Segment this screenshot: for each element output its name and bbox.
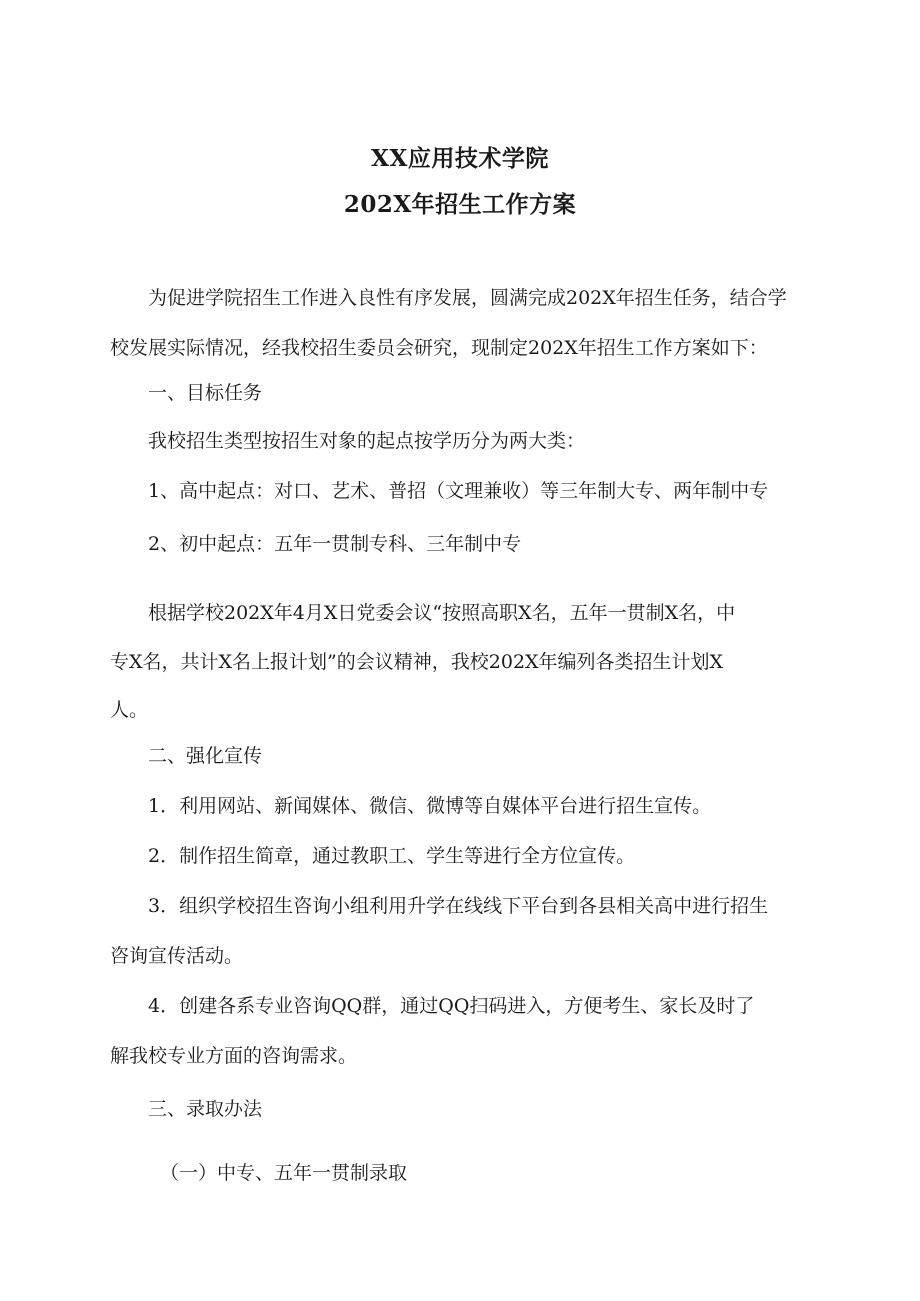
document-title-school: XX应用技术学院 <box>371 145 549 172</box>
intro-line-1: 为促进学院招生工作进入良性有序发展，圆满完成202X年招生任务，结合学 <box>148 287 787 309</box>
section-2-heading: 二、强化宣传 <box>148 745 263 767</box>
section-1-item-1: 1、高中起点：对口、艺术、普招（文理兼收）等三年制大专、两年制中专 <box>148 480 769 502</box>
plan-line-2: 专X名，共计X名上报计划”的会议精神，我校202X年编列各类招生计划X <box>110 651 724 673</box>
section-2-item-2: 2．制作招生简章，通过教职工、学生等进行全方位宣传。 <box>148 845 636 867</box>
intro-line-2: 校发展实际情况，经我校招生委员会研究，现制定202X年招生工作方案如下： <box>110 337 768 359</box>
section-1-text: 我校招生类型按招生对象的起点按学历分为两大类： <box>148 430 586 452</box>
section-2-item-1: 1．利用网站、新闻媒体、微信、微博等自媒体平台进行招生宣传。 <box>148 795 712 817</box>
section-1-item-2: 2、初中起点：五年一贯制专科、三年制中专 <box>148 533 522 555</box>
section-2-item-3-line-2: 咨询宣传活动。 <box>110 945 244 967</box>
section-2-item-4-line-1: 4．创建各系专业咨询QQ群，通过QQ扫码进入，方便考生、家长及时了 <box>148 995 755 1017</box>
section-2-item-3-line-1: 3．组织学校招生咨询小组利用升学在线线下平台到各县相关高中进行招生 <box>148 895 769 917</box>
plan-line-1: 根据学校202X年4月X日党委会议“按照高职X名，五年一贯制X名，中 <box>148 602 736 624</box>
document-title-plan: 202X年招生工作方案 <box>343 191 577 218</box>
section-3-heading: 三、录取办法 <box>148 1098 263 1120</box>
plan-line-3: 人。 <box>110 699 149 721</box>
section-3-sub-1: （一）中专、五年一贯制录取 <box>160 1162 408 1184</box>
section-1-heading: 一、目标任务 <box>148 382 263 404</box>
section-2-item-4-line-2: 解我校专业方面的咨询需求。 <box>110 1045 358 1067</box>
